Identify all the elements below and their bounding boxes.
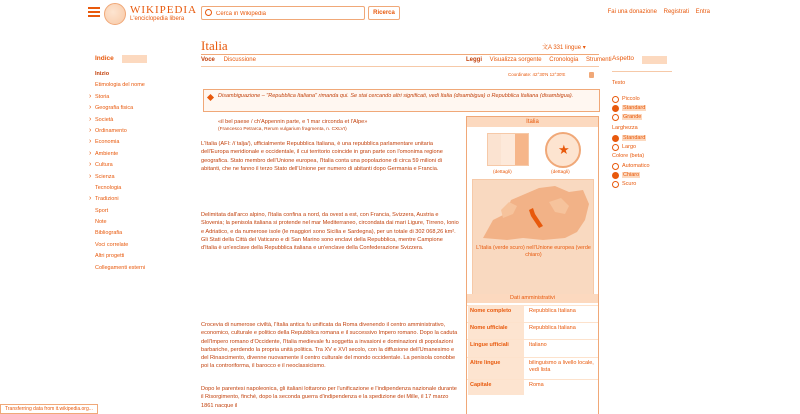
table-of-contents — [95, 55, 190, 276]
paragraph-geography: Delimitata dall'arco alpino, l'Italia confina a nord, da ovest a est, con Francia, Svizzera, Austria e Slovenia; la penisola italiana si protende nel mar Mediterraneo, circondata dai mari Ligure, Tirreno, Ionio e Adriatico, e da numerose isole (le maggiori sono Sicilia e Sardegna), per un totale di 302 068,26 km². Gli Stati della Città del Vaticano e di San Marino sono enclavi della Repubblica, mentre Campione d'Italia è un'exclave della Repubblica italiana e un'enclave della Confederazione Svizzera. — [201, 212, 459, 252]
lock-icon — [589, 72, 594, 78]
toc-hide-button[interactable] — [122, 55, 147, 63]
infobox-key: Capitale — [468, 380, 524, 395]
search-button[interactable]: Ricerca — [368, 6, 400, 20]
radio-option-label: Standard — [623, 135, 646, 141]
radio-option[interactable] — [612, 114, 712, 123]
login-link[interactable]: Entra — [695, 9, 710, 15]
infobox-value[interactable]: Roma — [529, 382, 544, 388]
toc-item[interactable]: › Geografia fisica — [95, 105, 190, 116]
header — [0, 0, 800, 28]
appearance-hide-button[interactable] — [642, 56, 667, 64]
infobox-row — [467, 339, 598, 357]
toc-item[interactable]: Altri progetti — [95, 253, 125, 260]
infobox-row — [467, 379, 598, 395]
main-menu-button[interactable] — [88, 7, 100, 17]
text-size-options — [612, 96, 712, 123]
namespace-tabs — [201, 57, 263, 63]
width-label: Larghezza — [612, 125, 638, 131]
infobox-value[interactable]: bilinguismo a livello locale, vedi lista — [529, 360, 594, 373]
quote-text: «il bel paese / ch'Appennin parte, e 'l mar circonda et l'Alpe» — [218, 119, 368, 125]
coordinates[interactable]: Coordinate: 42°30′N 12°30′E — [508, 72, 566, 77]
wikipedia-wordmark[interactable]: WIKIPEDIA — [130, 4, 198, 16]
paragraph-history: Crocevia di numerose civiltà, l'Italia antica fu unificata da Roma divenendo il centro amministrativo, economico, culturale e politico della Repubblica romana e il successivo Impero romano. Dopo la caduta dell'Impero romano d'Occidente, l'Italia medievale fu soggetta a invasioni e dominazioni di popolazioni barbariche, perdendo la propria unità politica. Tra XV e XVI secolo, con la diffusione dell'Umanesimo e del Rinascimento, divenne nuovamente il centro culturale del mondo occidentale. La penisola conobbe poi la controriforma, il barocco e il neoclassicismo. — [201, 322, 458, 370]
view-tabs — [466, 57, 618, 63]
translate-icon: 文A — [542, 45, 552, 51]
toc-list — [95, 71, 190, 276]
infobox-value[interactable]: Repubblica Italiana — [529, 325, 576, 331]
star-icon: ★ — [558, 142, 570, 157]
infobox-key: Lingue ufficiali — [468, 340, 524, 357]
radio-option[interactable] — [612, 144, 712, 153]
toc-item[interactable]: Etimologia del nome — [95, 82, 145, 89]
disambiguation-hatnote — [203, 89, 600, 112]
tab-view-source[interactable]: Visualizza sorgente — [489, 57, 542, 63]
appearance-heading — [612, 55, 712, 65]
toc-item[interactable]: › Cultura — [95, 162, 190, 173]
infobox-key: Nome completo — [468, 306, 524, 322]
user-links — [603, 9, 710, 15]
radio-option-label: Grande — [623, 114, 642, 120]
infobox-section-header: Dati amministrativi — [467, 294, 598, 303]
toc-item[interactable]: Bibliografia — [95, 230, 123, 237]
quote-source[interactable]: (Francesco Petrarca, Rerum vulgarium fragmenta, n. CXLVI) — [218, 127, 347, 132]
toc-heading — [95, 55, 190, 65]
paragraph-intro: L'Italia (AFI: /iˈtalja/), ufficialmente Repubblica Italiana, è una repubblica parlamentare unitaria dell'Europa meridionale e occidentale, il cui territorio coincide in gran parte con l'omonima regione geografica. Stato membro dell'Unione europea, l'Italia conta una popolazione di circa 59 milioni di abitanti, che ne fanno il terzo Stato dell'Unione per numero di abitanti dopo Germania e Francia. — [201, 141, 443, 172]
toc-item[interactable]: › Storia — [95, 94, 190, 105]
map-caption: L'Italia (verde scuro) nell'Unione europea (verde chiaro) — [476, 245, 591, 258]
toc-item[interactable]: Collegamenti esterni — [95, 264, 146, 271]
toc-item[interactable]: › Economia — [95, 139, 190, 150]
infobox-value[interactable]: Repubblica Italiana — [529, 308, 576, 314]
toc-item[interactable]: Note — [95, 219, 107, 226]
tab-tools[interactable]: Strumenti — [585, 57, 612, 63]
toc-item[interactable]: Sport — [95, 207, 109, 214]
locator-map[interactable] — [472, 179, 594, 299]
flag-stripe-red — [515, 134, 528, 165]
hatnote-text[interactable]: Disambiguazione – "Repubblica Italiana" rimanda qui. Se stai cercando altri significati, vedi Italia (disambigua) o Repubblica Italiana (disambigua). — [218, 93, 574, 99]
appearance-heading-label: Aspetto — [612, 55, 635, 62]
radio-option[interactable] — [612, 96, 712, 105]
tab-read[interactable]: Leggi — [466, 57, 482, 63]
tab-article[interactable]: Voce — [201, 57, 215, 63]
radio-option[interactable] — [612, 163, 712, 172]
toc-item[interactable]: › Ambiente — [95, 151, 190, 162]
toc-item[interactable]: Tecnologia — [95, 184, 122, 191]
toc-item[interactable]: › Ordinamento — [95, 128, 190, 139]
flag-image[interactable] — [487, 133, 529, 166]
emblem-caption[interactable]: (dettagli) — [551, 170, 570, 175]
radio-option-label: Scuro — [622, 181, 637, 187]
radio-option[interactable] — [612, 105, 712, 114]
flag-stripe-green — [488, 134, 501, 165]
radio-option-label: Chiaro — [623, 172, 640, 178]
toc-heading-label: Indice — [95, 55, 114, 62]
appearance-panel — [612, 55, 712, 190]
infobox-title: Italia — [467, 117, 598, 127]
infobox-row — [467, 305, 598, 322]
infobox-key: Nome ufficiale — [468, 323, 524, 339]
radio-option[interactable] — [612, 181, 712, 190]
language-count: 331 lingue — [553, 45, 582, 51]
register-link[interactable]: Registrati — [663, 9, 689, 15]
search-icon — [205, 9, 212, 16]
paragraph-risorgimento: Dopo le parentesi napoleonica, gli italiani lottarono per l'unificazione e l'indipendenza nazionale durante il Risorgimento, finché, dopo la seconda guerra d'indipendenza e la spedizione dei Mille, il 17 marzo 1861 nacque il — [201, 386, 457, 409]
toc-item[interactable]: Voci correlate — [95, 241, 129, 248]
text-size-label: Testo — [612, 80, 626, 86]
radio-option[interactable] — [612, 172, 712, 181]
europe-map-graphic — [473, 180, 593, 242]
color-label: Colore (beta) — [612, 153, 645, 159]
wikipedia-tagline: L'enciclopedia libera — [130, 16, 185, 22]
radio-option-label: Automatico — [622, 163, 650, 169]
search-input[interactable] — [216, 8, 361, 19]
radio-option[interactable] — [612, 135, 712, 144]
language-selector[interactable] — [542, 42, 586, 51]
toc-item[interactable]: › Società — [95, 117, 190, 128]
appearance-divider — [612, 71, 672, 72]
disambiguation-icon — [207, 94, 214, 101]
tab-history[interactable]: Cronologia — [549, 57, 579, 63]
tabs-divider — [201, 66, 599, 67]
color-options — [612, 163, 712, 190]
infobox — [466, 116, 599, 414]
radio-option-label: Largo — [622, 144, 637, 150]
flag-stripe-white — [501, 134, 514, 165]
infobox-row — [467, 357, 598, 379]
emblem-image[interactable] — [545, 132, 581, 168]
infobox-row — [467, 322, 598, 339]
flag-caption[interactable]: (dettagli) — [493, 170, 512, 175]
infobox-value[interactable]: Italiano — [529, 342, 547, 348]
infobox-key: Altre lingue — [468, 358, 524, 379]
toc-item[interactable]: Inizio — [95, 71, 110, 77]
radio-option-label: Standard — [623, 105, 646, 111]
width-options — [612, 135, 712, 153]
chevron-down-icon: ▾ — [582, 45, 586, 51]
toc-item[interactable]: › Scienza — [95, 174, 190, 185]
tab-discussion[interactable]: Discussione — [223, 57, 256, 63]
wikipedia-globe-logo[interactable] — [104, 3, 126, 25]
radio-option-label: Piccolo — [622, 96, 640, 102]
title-divider — [201, 54, 599, 55]
epigraph-quote — [218, 118, 458, 134]
donate-link[interactable]: Fai una donazione — [607, 9, 657, 15]
search-box[interactable] — [201, 6, 365, 20]
status-bar: Transferring data from it.wikipedia.org... — [0, 404, 98, 414]
toc-item[interactable]: › Tradizioni — [95, 196, 190, 207]
page-title: Italia — [201, 38, 228, 53]
